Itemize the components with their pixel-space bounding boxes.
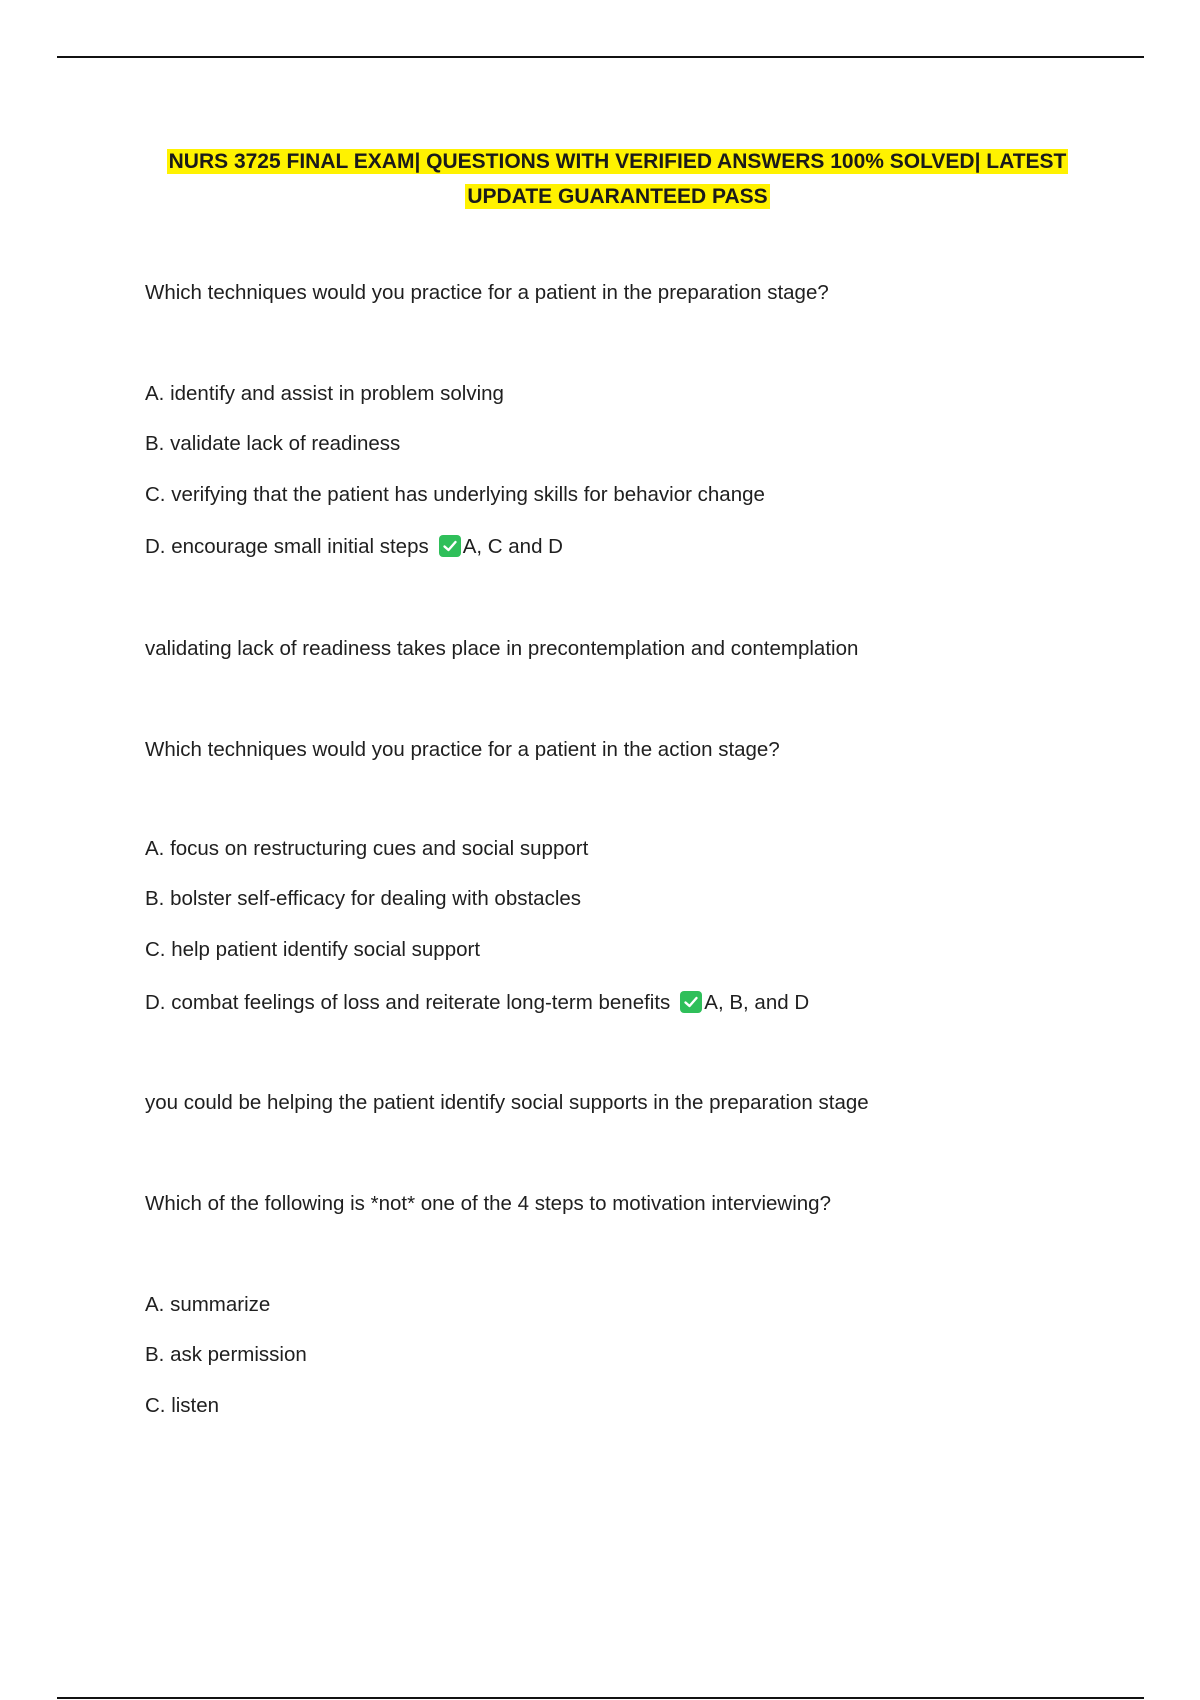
document-title [150,144,1085,214]
option-d [145,989,809,1017]
question-text: Which techniques would you practice for a patient in the preparation stage? [145,281,829,304]
check-mark-icon [680,991,702,1013]
question-text: Which techniques would you practice for a patient in the action stage? [145,738,780,761]
option-d-text: D. combat feelings of loss and reiterate long-term benefits [145,991,671,1014]
option-c: C. listen [145,1394,220,1417]
answer-text: A, C and D [462,535,563,558]
top-rule [57,56,1144,58]
option-b: B. validate lack of readiness [145,432,401,455]
title-line-1: NURS 3725 FINAL EXAM| QUESTIONS WITH VERIFIED ANSWERS 100% SOLVED| LATEST [168,150,1067,173]
answer-text: A, B, and D [704,991,810,1014]
option-d [145,533,563,561]
option-b: B. ask permission [145,1343,307,1366]
rationale-text: validating lack of readiness takes place in precontemplation and contemplation [145,637,859,660]
bottom-rule [57,1697,1144,1699]
option-a: A. identify and assist in problem solving [145,382,504,405]
option-d-text: D. encourage small initial steps [145,535,429,558]
rationale-text: you could be helping the patient identify social supports in the preparation stage [145,1091,869,1114]
title-line-2: UPDATE GUARANTEED PASS [467,185,768,208]
option-a: A. summarize [145,1293,271,1316]
question-text: Which of the following is *not* one of the 4 steps to motivation interviewing? [145,1192,831,1215]
check-mark-icon [439,535,461,557]
option-c: C. verifying that the patient has underlying skills for behavior change [145,483,765,506]
option-b: B. bolster self-efficacy for dealing with obstacles [145,887,582,910]
option-a: A. focus on restructuring cues and social support [145,837,589,860]
option-c: C. help patient identify social support [145,938,481,961]
